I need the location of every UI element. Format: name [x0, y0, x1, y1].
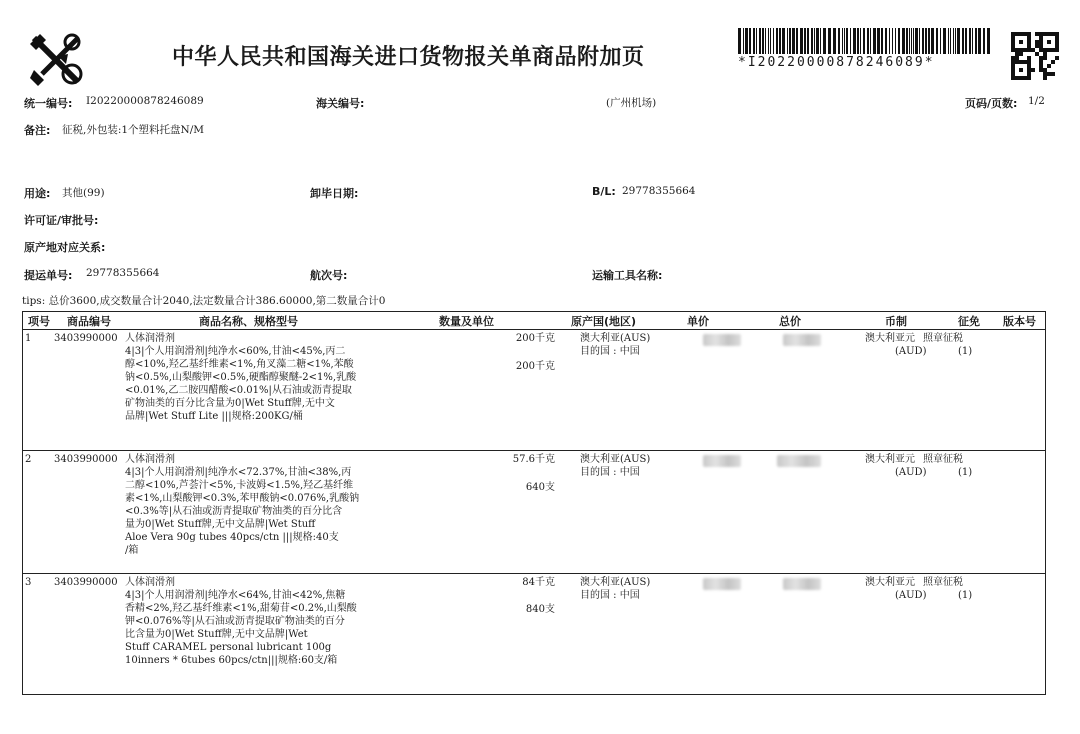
barcode-bar	[792, 28, 795, 54]
row-origin: 澳大利亚(AUS)	[580, 333, 651, 344]
row-qty-2: 640支	[525, 482, 555, 493]
barcode-bar	[889, 28, 890, 54]
row-currency-code: (AUD)	[895, 467, 927, 478]
row-divider	[23, 450, 1045, 451]
license-label: 许可证/审批号:	[24, 214, 99, 227]
row-origin: 澳大利亚(AUS)	[580, 454, 651, 465]
row-code: 3403990000	[54, 577, 118, 588]
barcode-bar	[950, 28, 951, 54]
transport-label: 运输工具名称:	[592, 269, 663, 282]
page-title: 中华人民共和国海关进口货物报关单商品附加页	[172, 45, 645, 70]
unified-no-label: 统一编号:	[24, 97, 73, 110]
barcode-bar	[776, 28, 778, 54]
usage-label: 用途:	[24, 187, 51, 200]
barcode-bar	[800, 28, 803, 54]
barcode-bar	[844, 28, 845, 54]
barcode-bar	[870, 28, 871, 54]
barcode-bar	[823, 28, 826, 54]
row-destination: 目的国 : 中国	[580, 590, 640, 601]
col-total-price: 总价	[779, 315, 801, 328]
barcode-bar	[955, 28, 956, 54]
col-levy: 征免	[958, 315, 980, 328]
barcode-bar	[948, 28, 949, 54]
bl-value: 29778355664	[622, 185, 696, 197]
barcode-bar	[925, 28, 927, 54]
barcode-bar	[833, 28, 836, 54]
row-code: 3403990000	[54, 333, 118, 344]
barcode-bar	[962, 28, 964, 54]
barcode-bar	[756, 28, 757, 54]
table-row	[23, 452, 1045, 574]
barcode-bar	[975, 28, 977, 54]
barcode-bar	[789, 28, 791, 54]
row-currency: 澳大利亚元	[865, 577, 915, 588]
total-price-redacted	[783, 334, 821, 346]
row-qty-1: 57.6千克	[512, 454, 555, 465]
barcode-bar	[787, 28, 788, 54]
remark-value: 征税,外包装:1个塑料托盘N/M	[62, 124, 205, 136]
unit-price-redacted	[703, 578, 741, 590]
port-value: (广州机场)	[606, 97, 657, 109]
voyage-label: 航次号:	[310, 269, 348, 282]
row-currency: 澳大利亚元	[865, 333, 915, 344]
col-unit-price: 单价	[687, 315, 709, 328]
customs-no-label: 海关编号:	[316, 97, 365, 110]
barcode-bar	[782, 28, 785, 54]
col-item-no: 项号	[28, 315, 50, 328]
qr-module	[1055, 76, 1059, 80]
barcode-bar	[814, 28, 815, 54]
total-price-redacted	[783, 578, 821, 590]
total-price-redacted	[777, 455, 821, 467]
barcode-bar	[898, 28, 900, 54]
barcode-bar	[983, 28, 985, 54]
delivery-no-label: 提运单号:	[24, 269, 73, 282]
barcode-bar	[902, 28, 905, 54]
col-version: 版本号	[1003, 315, 1036, 328]
row-currency-code: (AUD)	[895, 346, 927, 357]
col-currency: 币制	[885, 315, 907, 328]
row-name: 人体润滑剂	[125, 454, 175, 465]
tips-line: tips: 总价3600,成交数量合计2040,法定数量合计386.60000,第二数量合计0	[22, 295, 386, 307]
barcode-bar	[807, 28, 809, 54]
origin-relation-label: 原产地对应关系:	[24, 241, 106, 254]
row-spec: 4|3|个人用润滑剂|纯净水<60%,甘油<45%,丙二 醇<10%,羟乙基纤维素<1%,角叉藻二糖<1%,苯酸 钠<0.5%,山梨酸钾<0.5%,硬酯醇聚醚-2<1%,乳酸 <0.01%,乙二胺四醋酸<0.01%|从石油或沥青提取 矿物油类的百分比含量为0|Wet Stuff牌,无中文 品牌|Wet Stuff Lite |||规格:200KG/桶	[125, 346, 357, 422]
row-item-no: 3	[25, 577, 32, 588]
barcode-bar	[885, 28, 887, 54]
row-code: 3403990000	[54, 454, 118, 465]
barcode-bar	[957, 28, 960, 54]
delivery-no-value: 29778355664	[86, 267, 160, 279]
row-origin: 澳大利亚(AUS)	[580, 577, 651, 588]
barcode-bar	[881, 28, 883, 54]
row-levy: 照章征税	[923, 333, 963, 344]
barcode-bar	[770, 28, 771, 54]
barcode-bar	[892, 28, 893, 54]
row-qty-2: 200千克	[515, 361, 555, 372]
table-header	[23, 312, 1045, 330]
barcode-bar	[873, 28, 876, 54]
barcode-bar	[804, 28, 806, 54]
row-qty-1: 200千克	[515, 333, 555, 344]
barcode-bar	[820, 28, 821, 54]
row-levy-code: (1)	[958, 346, 973, 357]
remark-label: 备注:	[24, 124, 51, 137]
barcode-bar	[811, 28, 813, 54]
barcode-bar	[943, 28, 946, 54]
barcode-bar	[867, 28, 869, 54]
col-origin: 原产国(地区)	[571, 315, 637, 328]
row-item-no: 1	[25, 333, 32, 344]
unified-no-value: I20220000878246089	[86, 95, 204, 107]
barcode-bar	[743, 28, 744, 54]
barcode-bar	[816, 28, 819, 54]
unload-date-label: 卸毕日期:	[310, 187, 359, 200]
table-row	[23, 331, 1045, 451]
row-spec: 4|3|个人用润滑剂|纯净水<72.37%,甘油<38%,丙 二醇<10%,芦荟汁<5%,卡波姆<1.5%,羟乙基纤维 素<1%,山梨酸钾<0.3%,苯甲酸钠<0.076%,乳酸钠 <0.3%等|从石油或沥青提取矿物油类的百分比含 量为0|Wet Stuff牌,无中文品牌|Wet Stuff Aloe Vera 90g tubes 40pcs/ctn |||规格:40支 /箱	[125, 467, 360, 556]
usage-value: 其他(99)	[62, 187, 105, 199]
goods-table	[22, 311, 1046, 695]
row-levy-code: (1)	[958, 467, 973, 478]
barcode	[738, 28, 996, 70]
barcode-bar	[842, 28, 843, 54]
row-levy: 照章征税	[923, 577, 963, 588]
col-quantity: 数量及单位	[439, 315, 494, 328]
row-item-no: 2	[25, 454, 32, 465]
barcode-bar	[773, 28, 774, 54]
barcode-bar	[906, 28, 908, 54]
barcode-bar	[931, 28, 934, 54]
barcode-bar	[850, 28, 851, 54]
barcode-bar	[895, 28, 896, 54]
row-divider	[23, 573, 1045, 574]
barcode-bar	[965, 28, 967, 54]
row-destination: 目的国 : 中国	[580, 346, 640, 357]
barcode-bar	[911, 28, 912, 54]
barcode-bar	[846, 28, 848, 54]
barcode-bar	[953, 28, 954, 54]
customs-emblem-icon	[28, 30, 86, 88]
barcode-bar	[796, 28, 798, 54]
barcode-bar	[828, 28, 831, 54]
barcode-bar	[913, 28, 914, 54]
unit-price-redacted	[703, 334, 741, 346]
unit-price-redacted	[703, 455, 741, 467]
col-code: 商品编号	[67, 315, 111, 328]
barcode-bar	[936, 28, 938, 54]
page-number-value: 1/2	[1028, 95, 1045, 107]
barcode-bar	[922, 28, 924, 54]
barcode-bar	[987, 28, 990, 54]
barcode-bar	[762, 28, 764, 54]
barcode-bar	[860, 28, 861, 54]
col-name-spec: 商品名称、规格型号	[199, 315, 298, 328]
barcode-bar	[838, 28, 840, 54]
qr-code-icon	[1011, 32, 1059, 80]
row-qty-1: 84千克	[522, 577, 555, 588]
barcode-bar	[768, 28, 769, 54]
barcode-bar	[969, 28, 971, 54]
barcode-bar	[919, 28, 920, 54]
barcode-bar	[759, 28, 761, 54]
barcode-bar	[915, 28, 918, 54]
row-name: 人体润滑剂	[125, 577, 175, 588]
barcode-bars	[738, 28, 996, 54]
barcode-bar	[940, 28, 941, 54]
barcode-bar	[909, 28, 910, 54]
row-currency-code: (AUD)	[895, 590, 927, 601]
barcode-bar	[857, 28, 859, 54]
barcode-bar	[765, 28, 766, 54]
barcode-bar	[749, 28, 751, 54]
bl-label: B/L:	[592, 185, 616, 198]
barcode-bar	[779, 28, 781, 54]
barcode-bar	[877, 28, 880, 54]
row-currency: 澳大利亚元	[865, 454, 915, 465]
row-qty-2: 840支	[525, 604, 555, 615]
barcode-bar	[753, 28, 755, 54]
row-levy-code: (1)	[958, 590, 973, 601]
barcode-bar	[863, 28, 865, 54]
barcode-bar	[928, 28, 930, 54]
barcode-bar	[745, 28, 748, 54]
row-spec: 4|3|个人用润滑剂|纯净水<64%,甘油<42%,焦糖 香精<2%,羟乙基纤维素<1%,甜菊苷<0.2%,山梨酸 钾<0.076%等|从石油或沥青提取矿物油类的百分 比含量为0|Wet Stuff牌,无中文品牌|Wet Stuff CARAMEL personal lubricant 100g 10inners * 6tubes 60pcs/ctn|||规格:60支/箱	[125, 590, 357, 666]
row-destination: 目的国 : 中国	[580, 467, 640, 478]
barcode-bar	[978, 28, 981, 54]
row-levy: 照章征税	[923, 454, 963, 465]
table-row	[23, 575, 1045, 693]
barcode-bar	[853, 28, 856, 54]
row-name: 人体润滑剂	[125, 333, 175, 344]
page-number-label: 页码/页数:	[965, 97, 1018, 110]
barcode-bar	[972, 28, 973, 54]
barcode-text: *I20220000878246089*	[738, 55, 935, 70]
barcode-bar	[738, 28, 741, 54]
